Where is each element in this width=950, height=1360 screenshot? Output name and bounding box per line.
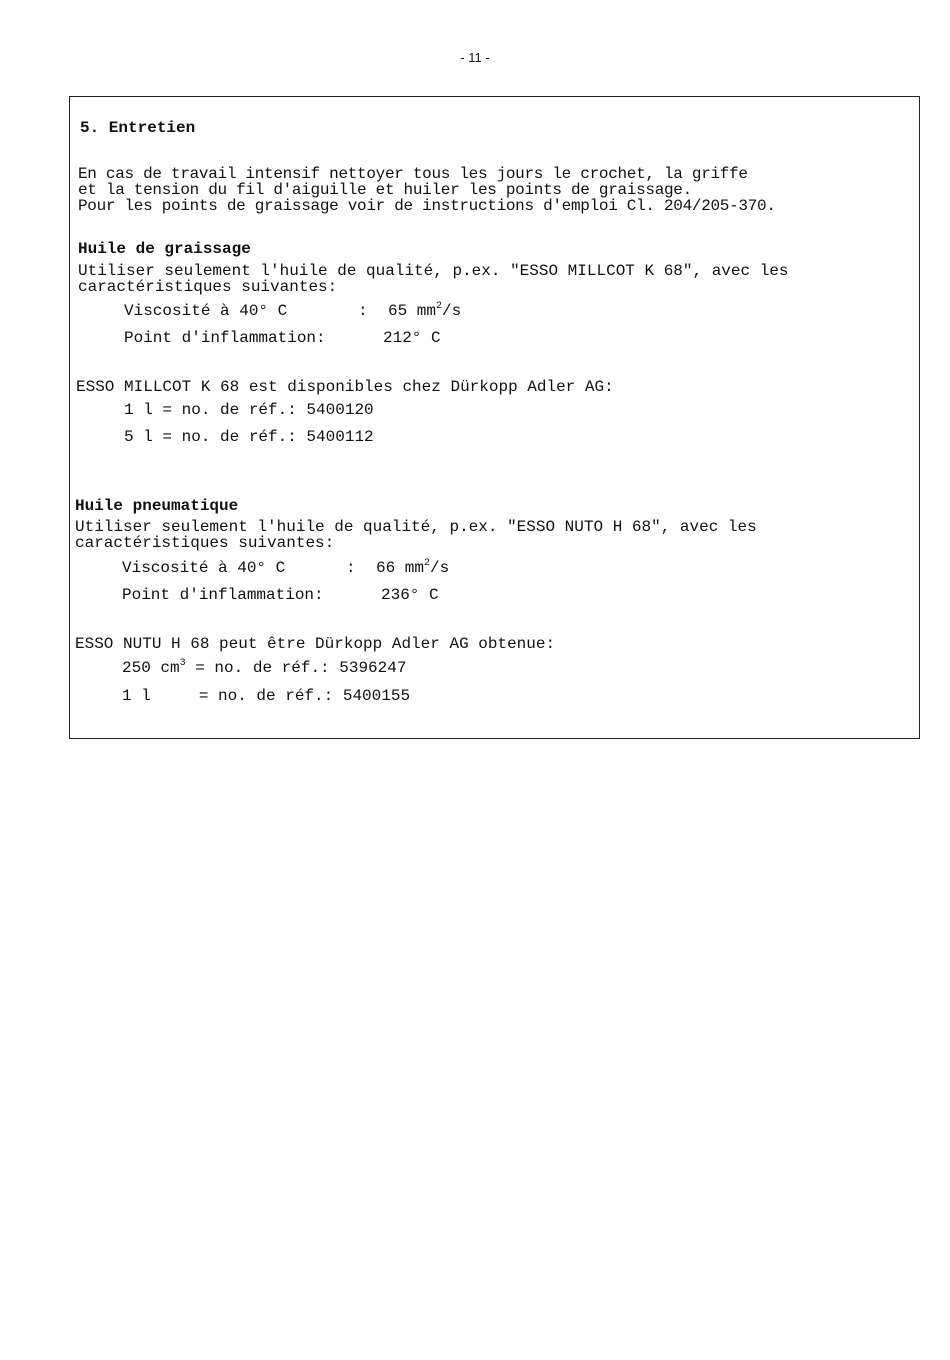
- lubrication-flash-label: Point d'inflammation:: [124, 329, 326, 347]
- pneumatic-heading: Huile pneumatique: [75, 497, 239, 515]
- pneumatic-flash-label: Point d'inflammation:: [122, 586, 324, 604]
- intro-line-3: Pour les points de graissage voir de instructions d'emploi Cl. 204/205-370.: [78, 197, 776, 215]
- lubrication-availability: ESSO MILLCOT K 68 est disponibles chez Dürkopp Adler AG:: [76, 378, 614, 396]
- lubrication-ref-1: 1 l = no. de réf.: 5400120: [124, 401, 374, 419]
- content-box: [69, 96, 920, 739]
- pneumatic-ref-1: 250 $cm^3$ = no. de réf.: 5396247: [122, 658, 407, 677]
- pneumatic-flash-value: 236° C: [381, 586, 439, 604]
- pneumatic-viscosity-value: 66 $mm^2/s$: [376, 558, 450, 577]
- lubrication-viscosity-value: 65 $mm^2/s$: [388, 301, 462, 320]
- pneumatic-availability: ESSO NUTU H 68 peut être Dürkopp Adler AG obtenue:: [75, 635, 556, 653]
- intro-line-2: et la tension du fil d'aiguille et huiler les points de graissage.: [78, 181, 692, 199]
- intro-line-1: En cas de travail intensif nettoyer tous les jours le crochet, la griffe: [78, 165, 748, 183]
- lubrication-viscosity-separator: :: [358, 302, 368, 320]
- lubrication-flash-value: 212° C: [383, 329, 441, 347]
- lubrication-heading: Huile de graissage: [78, 240, 251, 258]
- pneumatic-viscosity-label: Viscosité à 40° C: [122, 559, 286, 577]
- pneumatic-text-2: caractéristiques suivantes:: [75, 534, 335, 552]
- pneumatic-viscosity-separator: :: [346, 559, 356, 577]
- lubrication-text-1: Utiliser seulement l'huile de qualité, p.ex. "ESSO MILLCOT K 68", avec les: [78, 262, 789, 280]
- section-title: 5. Entretien: [80, 119, 196, 137]
- lubrication-ref-2: 5 l = no. de réf.: 5400112: [124, 428, 374, 446]
- pneumatic-ref-2: 1 l = no. de réf.: 5400155: [122, 687, 411, 705]
- pneumatic-text-1: Utiliser seulement l'huile de qualité, p.ex. "ESSO NUTO H 68", avec les: [75, 518, 757, 536]
- page-number: - 11 -: [460, 50, 490, 65]
- lubrication-viscosity-label: Viscosité à 40° C: [124, 302, 288, 320]
- lubrication-text-2: caractéristiques suivantes:: [78, 278, 338, 296]
